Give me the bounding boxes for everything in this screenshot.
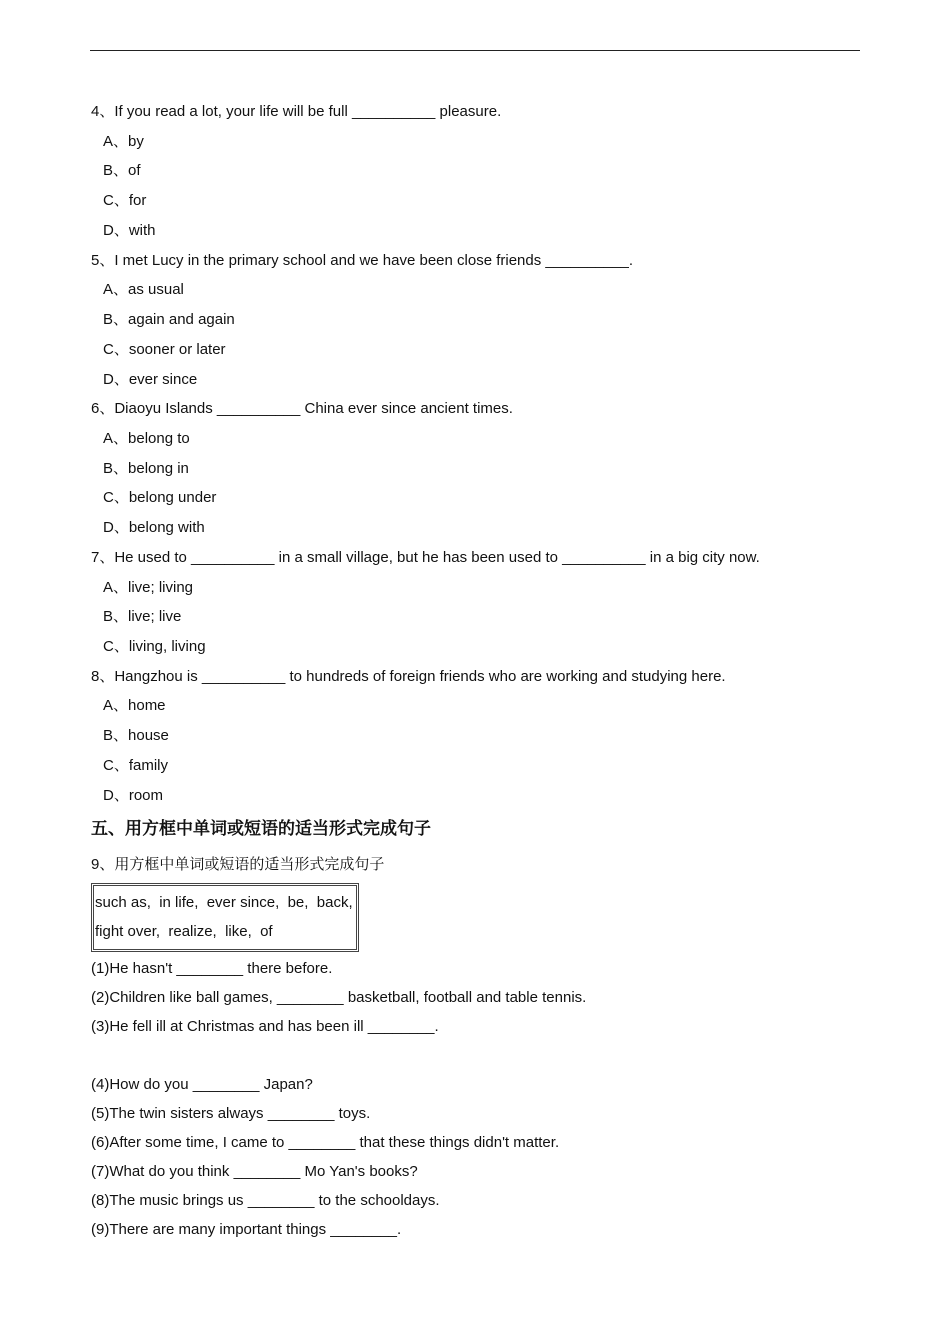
header-rule (90, 50, 860, 51)
question-8-option-d: D、room (103, 786, 164, 804)
question-8-option-a: A、home (103, 697, 166, 715)
question-4-option-a: A、by (103, 132, 144, 150)
fill-sentence-5: (5)The twin sisters always ________ toys. (91, 1104, 371, 1122)
question-4-option-b: B、of (103, 162, 141, 180)
question-4-option-d: D、with (103, 221, 156, 239)
fill-sentence-2: (2)Children like ball games, ________ basketball, football and table tennis. (91, 988, 587, 1006)
section-5-title: 五、用方框中单词或短语的适当形式完成句子 (91, 818, 431, 838)
word-box-line-1: such as, in life, ever since, be, back, (95, 893, 353, 911)
question-9-stem: 9、用方框中单词或短语的适当形式完成句子 (91, 855, 385, 873)
question-6-option-d: D、belong with (103, 519, 205, 537)
question-8-stem: 8、Hangzhou is __________ to hundreds of foreign friends who are working and studying here. (91, 667, 726, 685)
question-6-option-c: C、belong under (103, 489, 217, 507)
fill-sentence-4: (4)How do you ________ Japan? (91, 1075, 313, 1093)
question-7-stem: 7、He used to __________ in a small village, but he has been used to __________ in a big city now. (91, 549, 760, 567)
blank-line-gap (91, 1041, 861, 1070)
question-7-option-c: C、living, living (103, 638, 206, 656)
word-box-line-2: fight over, realize, like, of (95, 923, 273, 941)
question-5-stem: 5、I met Lucy in the primary school and we have been close friends __________. (91, 251, 633, 269)
question-6-option-a: A、belong to (103, 429, 190, 447)
question-8-option-b: B、house (103, 727, 169, 745)
fill-sentence-6: (6)After some time, I came to ________ that these things didn't matter. (91, 1133, 560, 1151)
question-5-option-a: A、as usual (103, 281, 184, 299)
question-5-option-b: B、again and again (103, 310, 235, 328)
question-6-option-b: B、belong in (103, 459, 189, 477)
fill-sentence-8: (8)The music brings us ________ to the schooldays. (91, 1191, 440, 1209)
question-5-option-c: C、sooner or later (103, 340, 226, 358)
fill-sentence-7: (7)What do you think ________ Mo Yan's books? (91, 1162, 418, 1180)
question-4-option-c: C、for (103, 192, 147, 210)
question-7-option-b: B、live; live (103, 608, 182, 626)
question-5-option-d: D、ever since (103, 370, 198, 388)
fill-sentence-3: (3)He fell ill at Christmas and has been ill ________. (91, 1017, 439, 1035)
worksheet-content (91, 97, 861, 1244)
question-6-stem: 6、Diaoyu Islands __________ China ever since ancient times. (91, 400, 513, 418)
question-4-stem: 4、If you read a lot, your life will be full __________ pleasure. (91, 103, 502, 120)
word-box (91, 883, 359, 952)
question-7-option-a: A、live; living (103, 578, 194, 596)
question-8-option-c: C、family (103, 757, 169, 775)
fill-sentence-9: (9)There are many important things ________. (91, 1220, 402, 1238)
fill-sentence-1: (1)He hasn't ________ there before. (91, 959, 333, 977)
